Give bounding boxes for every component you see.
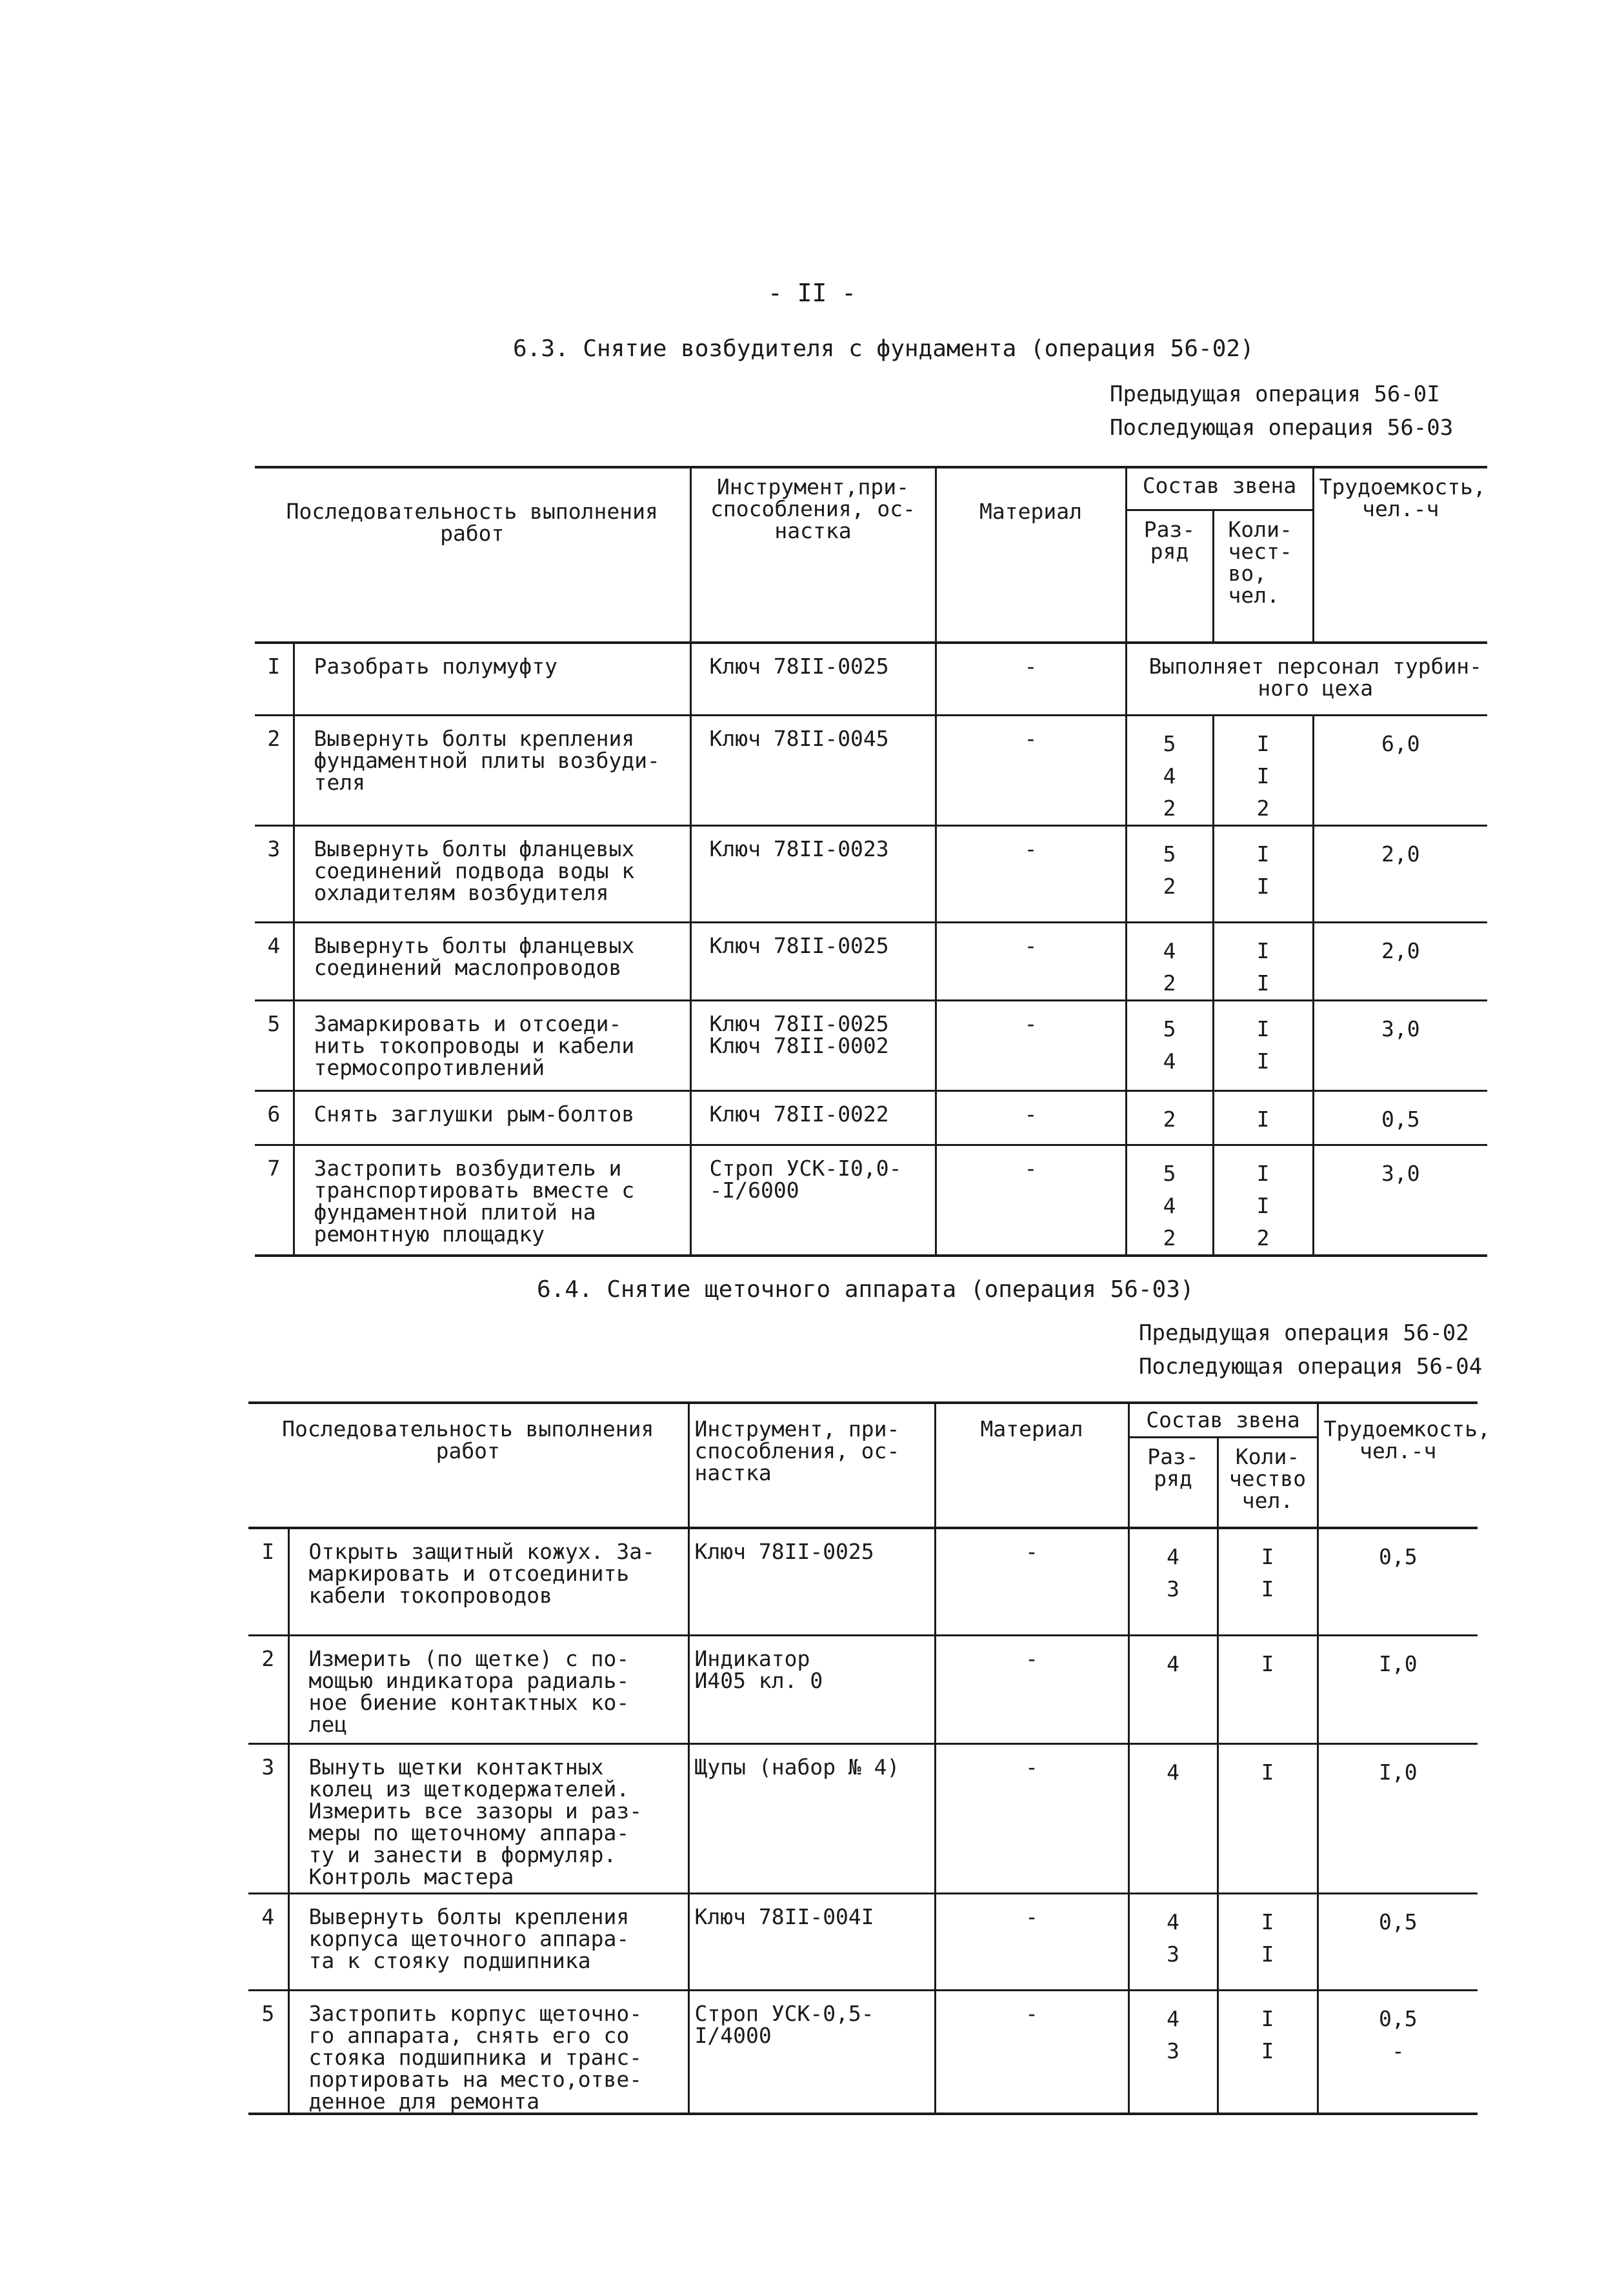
row-number: 5 xyxy=(255,1000,294,1090)
row-rank: 4 3 xyxy=(1128,1893,1218,1990)
row-tool: Ключ 78II-0025 xyxy=(690,922,936,1000)
header-tool: Инструмент,при- способления, ос- настка xyxy=(690,467,936,643)
row-description: Открыть защитный кожух. За- маркировать и отсоединить кабели токопроводов xyxy=(288,1528,688,1635)
table-row xyxy=(255,643,1487,715)
next-operation: Последующая операция 56-03 xyxy=(1110,415,1454,441)
header-crew: Состав звена xyxy=(1128,1403,1318,1437)
row-labor: 6,0 xyxy=(1313,715,1487,825)
row-rank: 5 2 xyxy=(1126,825,1213,922)
row-tool: Ключ 78II-0025 xyxy=(688,1528,935,1635)
row-tool: Щупы (набор № 4) xyxy=(688,1743,935,1893)
header-rank: Раз- ряд xyxy=(1128,1437,1218,1528)
row-description: Вынуть щетки контактных колец из щеткодержателей. Измерить все зазоры и раз- меры по щеточному аппара- ту и занести в формуляр. Контроль мастера xyxy=(288,1743,688,1893)
row-rank: 2 xyxy=(1126,1090,1213,1145)
header-material: Материал xyxy=(935,1403,1128,1528)
table-row xyxy=(248,1893,1478,1990)
row-number: 4 xyxy=(248,1893,288,1990)
header-labor: Трудоемкость, чел.-ч xyxy=(1318,1403,1478,1528)
operations-table xyxy=(255,466,1487,1257)
row-rank: 4 xyxy=(1128,1743,1218,1893)
row-description: Вывернуть болты крепления фундаментной плиты возбуди- теля xyxy=(294,715,690,825)
table-row xyxy=(248,1635,1478,1743)
row-rank: 5 4 xyxy=(1126,1000,1213,1090)
row-description: Застропить возбудитель и транспортировать вместе с фундаментной плитой на ремонтную площадку xyxy=(294,1145,690,1256)
row-description: Вывернуть болты фланцевых соединений подвода воды к охладителям возбудителя xyxy=(294,825,690,922)
row-tool: Ключ 78II-0022 xyxy=(690,1090,936,1145)
row-description: Вывернуть болты крепления корпуса щеточного аппара- та к стояку подшипника xyxy=(288,1893,688,1990)
row-tool: Строп УСК-I0,0- -I/6000 xyxy=(690,1145,936,1256)
row-description: Снять заглушки рым-болтов xyxy=(294,1090,690,1145)
row-rank: 4 2 xyxy=(1126,922,1213,1000)
row-qty: I I xyxy=(1213,922,1313,1000)
row-number: I xyxy=(255,643,294,715)
table-row xyxy=(255,922,1487,1000)
table-row xyxy=(248,1990,1478,2114)
table-row xyxy=(248,1743,1478,1893)
table-row xyxy=(255,1000,1487,1090)
row-number: 2 xyxy=(248,1635,288,1743)
row-labor: I,0 xyxy=(1318,1635,1478,1743)
row-description: Измерить (по щетке) с по- мощью индикатора радиаль- ное биение контактных ко- лец xyxy=(288,1635,688,1743)
header-sequence: Последовательность выполнения работ xyxy=(248,1403,688,1528)
row-material: - xyxy=(935,1528,1128,1635)
row-material: - xyxy=(936,1000,1126,1090)
header-rank: Раз- ряд xyxy=(1126,510,1213,643)
header-labor: Трудоемкость, чел.-ч xyxy=(1313,467,1487,643)
row-tool: Ключ 78II-0045 xyxy=(690,715,936,825)
row-qty: I xyxy=(1218,1635,1318,1743)
row-qty: I I 2 xyxy=(1213,715,1313,825)
next-operation: Последующая операция 56-04 xyxy=(1139,1354,1483,1380)
previous-operation: Предыдущая операция 56-02 xyxy=(1139,1320,1469,1346)
row-description: Разобрать полумуфту xyxy=(294,643,690,715)
row-rank: 5 4 2 xyxy=(1126,1145,1213,1256)
row-qty: I I xyxy=(1213,825,1313,922)
row-material: - xyxy=(936,922,1126,1000)
row-qty: I I xyxy=(1218,1990,1318,2114)
section-title: 6.3. Снятие возбудителя с фундамента (операция 56-02) xyxy=(513,336,1254,362)
table-row xyxy=(255,1090,1487,1145)
row-material: - xyxy=(936,715,1126,825)
row-qty: I I xyxy=(1213,1000,1313,1090)
row-number: 2 xyxy=(255,715,294,825)
row-qty: I I 2 xyxy=(1213,1145,1313,1256)
row-description: Вывернуть болты фланцевых соединений маслопроводов xyxy=(294,922,690,1000)
row-labor: 3,0 xyxy=(1313,1000,1487,1090)
row-labor: I,0 xyxy=(1318,1743,1478,1893)
row-qty: I I xyxy=(1218,1893,1318,1990)
row-material: - xyxy=(936,825,1126,922)
section-title: 6.4. Снятие щеточного аппарата (операция 56-03) xyxy=(537,1276,1194,1303)
header-tool: Инструмент, при- способления, ос- настка xyxy=(688,1403,935,1528)
table-row xyxy=(248,1528,1478,1635)
row-labor: 3,0 xyxy=(1313,1145,1487,1256)
row-labor: 0,5 xyxy=(1313,1090,1487,1145)
header-qty: Коли- чество чел. xyxy=(1218,1437,1318,1528)
row-rank: 4 3 xyxy=(1128,1528,1218,1635)
row-material: - xyxy=(936,643,1126,715)
header-crew: Состав звена xyxy=(1126,467,1313,510)
row-number: 6 xyxy=(255,1090,294,1145)
row-material: - xyxy=(935,1893,1128,1990)
row-number: I xyxy=(248,1528,288,1635)
row-description: Замаркировать и отсоеди- нить токопроводы и кабели термосопротивлений xyxy=(294,1000,690,1090)
row-tool: Индикатор И405 кл. 0 xyxy=(688,1635,935,1743)
header-qty: Коли- чест- во, чел. xyxy=(1213,510,1313,643)
row-material: - xyxy=(935,1635,1128,1743)
table-row xyxy=(255,715,1487,825)
row-material: - xyxy=(935,1743,1128,1893)
row-tool: Ключ 78II-004I xyxy=(688,1893,935,1990)
row-rank: 5 4 2 xyxy=(1126,715,1213,825)
row-note: Выполняет персонал турбин- ного цеха xyxy=(1126,643,1487,715)
row-number: 7 xyxy=(255,1145,294,1256)
table-row xyxy=(255,825,1487,922)
row-number: 5 xyxy=(248,1990,288,2114)
previous-operation: Предыдущая операция 56-0I xyxy=(1110,381,1440,407)
header-material: Материал xyxy=(936,467,1126,643)
row-labor: 0,5 - xyxy=(1318,1990,1478,2114)
row-labor: 0,5 xyxy=(1318,1893,1478,1990)
row-tool: Ключ 78II-0025 Ключ 78II-0002 xyxy=(690,1000,936,1090)
table-row xyxy=(255,1145,1487,1256)
operations-table xyxy=(248,1401,1490,2115)
row-tool: Ключ 78II-0023 xyxy=(690,825,936,922)
row-qty: I xyxy=(1218,1743,1318,1893)
row-material: - xyxy=(936,1090,1126,1145)
row-material: - xyxy=(935,1990,1128,2114)
row-qty: I xyxy=(1213,1090,1313,1145)
row-number: 3 xyxy=(248,1743,288,1893)
row-rank: 4 3 xyxy=(1128,1990,1218,2114)
row-rank: 4 xyxy=(1128,1635,1218,1743)
page-number: - II - xyxy=(767,279,857,307)
header-sequence: Последовательность выполнения работ xyxy=(255,467,690,643)
row-labor: 2,0 xyxy=(1313,825,1487,922)
row-number: 4 xyxy=(255,922,294,1000)
row-description: Застропить корпус щеточно- го аппарата, снять его со стояка подшипника и транс- портировать на место,отве- денное для ремонта xyxy=(288,1990,688,2114)
row-number: 3 xyxy=(255,825,294,922)
row-labor: 2,0 xyxy=(1313,922,1487,1000)
row-material: - xyxy=(936,1145,1126,1256)
row-qty: I I xyxy=(1218,1528,1318,1635)
row-tool: Ключ 78II-0025 xyxy=(690,643,936,715)
row-tool: Строп УСК-0,5- I/4000 xyxy=(688,1990,935,2114)
row-labor: 0,5 xyxy=(1318,1528,1478,1635)
